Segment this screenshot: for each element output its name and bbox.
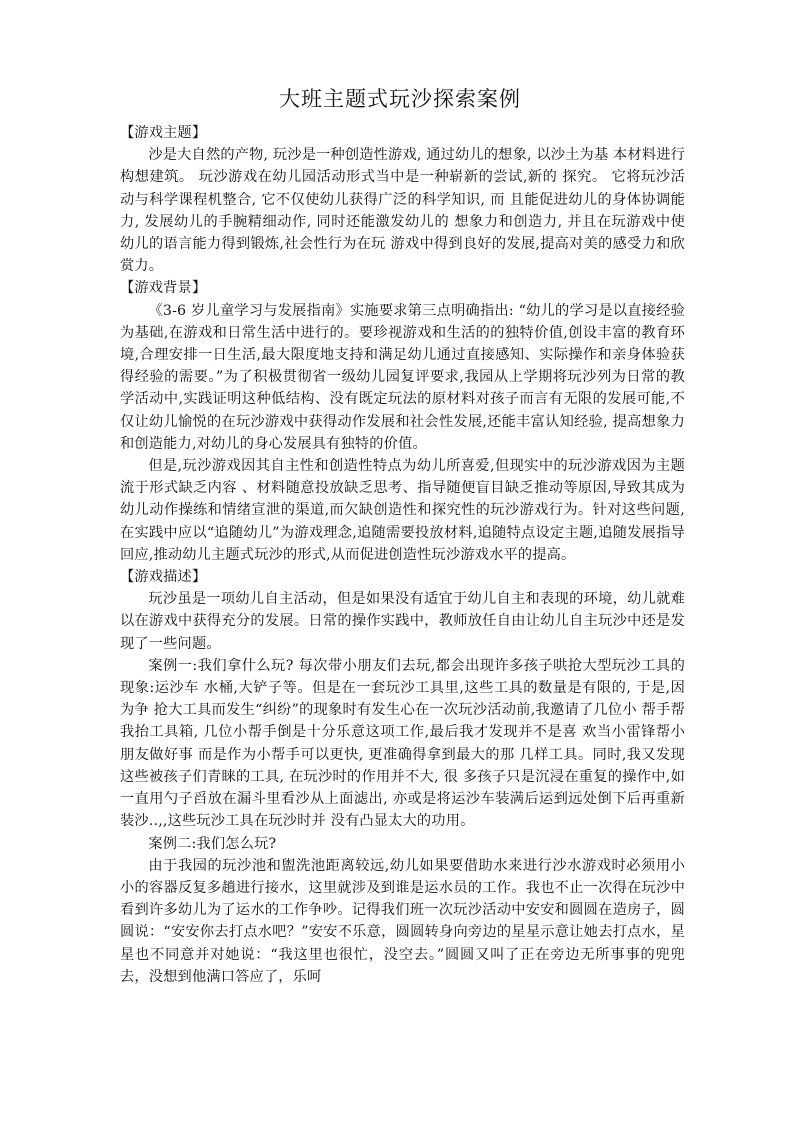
case-two-paragraph: 由于我园的玩沙池和盥洗池距离较远,幼儿如果要借助水来进行沙水游戏时必须用小小的容器反复多趟进行接水，这里就涉及到谁是运水员的工作。我也不止一次得在玩沙中看到许多幼儿为了运水的工作争吵。记得我们班一次玩沙活动中安安和圆圆在造房子，圆圆说：“安安你去打点水吧？”安安不乐意，圆圆转身向旁边的星星示意让她去打点水，星星也不同意并对她说：“我这里也很忙，没空去。”圆圆又叫了正在旁边无所事事的兜兜去，没想到他满口答应了，乐呵 <box>120 857 685 985</box>
case-two-heading: 案例二:我们怎么玩? <box>148 835 277 852</box>
paragraph: 《3-6 岁儿童学习与发展指南》实施要求第三点明确指出: “幼儿的学习是以直接经验为基础,在游戏和日常生活中进行的。要珍视游戏和生活的的独特价值,创设丰富的教育环境,合理安排一日生活,最大限度地支持和满足幼儿通过直接感知、实际操作和亲身体验获得经验的需要。”为了积极贯彻省一级幼儿园复评要求,我园从上学期将玩沙列为日常的教学活动中,实践证明这种低结构、没有既定玩法的原材料对孩子而言有无限的发展可能,不仅让幼儿愉悦的在玩沙游戏中获得动作发展和社会性发展,还能丰富认知经验, 提高想象力和创造能力,对幼儿的身心发展具有独特的价值。 <box>120 302 685 452</box>
section-heading-theme: 【游戏主题】 <box>120 125 207 141</box>
case-one-paragraph: 案例一:我们拿什么玩? 每次带小朋友们去玩,都会出现许多孩子哄抢大型玩沙工具的现象:运沙车 水桶,大铲子等。但是在一套玩沙工具里,这些工具的数量是有限的, 于是,因为争 抢大工具而发生“纠纷”的现象时有发生心在一次玩沙活动前,我邀请了几位小 帮手帮我抬工具箱, 几位小帮手倒是十分乐意这项工作,最后我才发现并不是喜 欢当小雷锋帮小朋友做好事 而是作为小帮手可以更快, 更准确得拿到最大的那 几样工具。同时,我又发现这些被孩子们青睐的工具, 在玩沙时的作用并不大, 很 多孩子只是沉浸在重复的操作中,如一直用勺子舀放在漏斗里看沙从上面滤出, 亦或是将运沙车装满后运到远处倒下后再重新装沙..,,这些玩沙工具在玩沙时并 没有凸显太大的功用。 <box>120 657 685 830</box>
section-heading-description: 【游戏描述】 <box>120 569 207 586</box>
document-body <box>120 122 685 988</box>
paragraph: 但是,玩沙游戏因其自主性和创造性特点为幼儿所喜爱,但现实中的玩沙游戏因为主题流于形式缺乏内容 、材料随意投放缺乏思考、指导随便盲目缺乏推动等原因,导致其成为幼儿动作操练和情绪宣泄的渠道,而欠缺创造性和探究性的玩沙游戏行为。针对这些问题,在实践中应以“追随幼儿”为游戏理念,追随需要投放材料,追随特点设定主题,追随发展指导回应,推动幼儿主题式玩沙的形式,从而促进创造性玩沙游戏水平的提高。 <box>120 458 685 563</box>
document-title: 大班主题式玩沙探索案例 <box>279 87 521 111</box>
paragraph: 沙是大自然的产物, 玩沙是一种创造性游戏, 通过幼儿的想象, 以沙土为基 本材料进行构想建筑。 玩沙游戏在幼儿园活动形式当中是一种崭新的尝试,新的 探究。 它将玩沙活动与科学课程机整合, 它不仅使幼儿获得广泛的科学知识, 而 且能促进幼儿的身体协调能力, 发展幼儿的手腕精细动作, 同时还能激发幼儿的 想象力和创造力, 并且在玩游戏中使幼儿的语言能力得到锻炼,社会性行为在玩 游戏中得到良好的发展,提高对美的感受力和欣赏力。 <box>120 147 685 275</box>
paragraph: 玩沙虽是一项幼儿自主活动，但是如果没有适宜于幼儿自主和表现的环境，幼儿就难以在游戏中获得充分的发展。日常的操作实践中，教师放任自由让幼儿自主玩沙中还是发现了一些问题。 <box>120 591 685 652</box>
section-heading-background: 【游戏背景】 <box>120 280 207 297</box>
